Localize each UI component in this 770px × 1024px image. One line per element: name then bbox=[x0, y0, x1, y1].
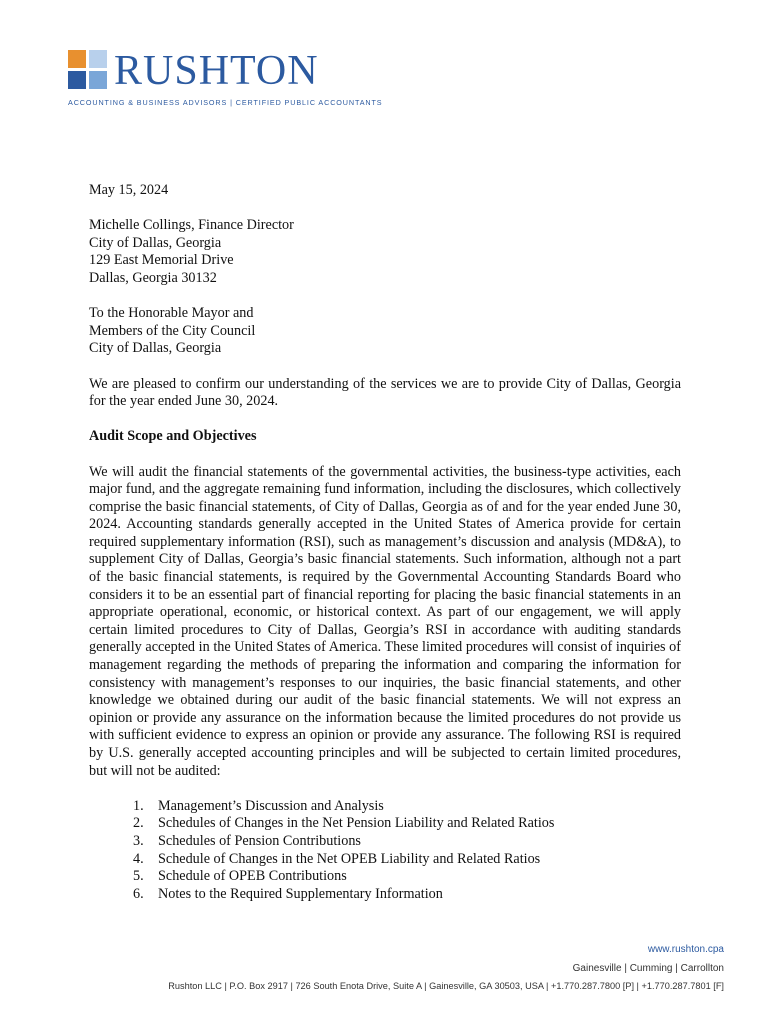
rsi-list bbox=[89, 798, 681, 904]
footer-address: Rushton LLC | P.O. Box 2917 | 726 South Enota Drive, Suite A | Gainesville, GA 30503, USA | +1.770.287.7800 [P] | +1.770.287.7801 [F] bbox=[168, 981, 724, 991]
list-item bbox=[133, 815, 681, 833]
logo-square-blue bbox=[68, 71, 86, 89]
company-logo bbox=[68, 48, 383, 110]
recipient-line: Dallas, Georgia 30132 bbox=[89, 269, 217, 286]
letter-date: May 15, 2024 bbox=[89, 182, 169, 198]
section-heading: Audit Scope and Objectives bbox=[89, 428, 257, 445]
list-text: Notes to the Required Supplementary Information bbox=[158, 885, 443, 902]
scope-paragraph: We will audit the financial statements of the governmental activities, the business-type activities, each major fund, and the aggregate remaining fund information, including the disclosures, which collectively comprise the basic financial statements, of City of Dallas, Georgia as of and for the year ended June 30, 2024. Accounting standards generally accepted in the United States of America provide for certain required supplementary information (RSI), such as management’s discussion and analysis (MD&A), to supplement City of Dallas, Georgia’s basic financial statements. Such information, although not a part of the basic financial statements, is required by the Governmental Accounting Standards Board who considers it to be an essential part of financial reporting for placing the basic financial statements in an appropriate operational, economic, or historical context. As part of our engagement, we will apply certain limited procedures to City of Dallas, Georgia’s RSI in accordance with auditing standards generally accepted in the United States of America. These limited procedures will consist of inquiries of management regarding the methods of preparing the information and comparing the information for consistency with management’s responses to our inquiries, the basic financial statements, and other knowledge we obtained during our audit of the basic financial statements. We will not express an opinion or provide any assurance on the information because the limited procedures do not provide us with sufficient evidence to express an opinion or provide any assurance. The following RSI is required by U.S. generally accepted accounting principles and will be subjected to certain limited procedures, but will not be audited: bbox=[89, 463, 681, 779]
recipient-line: Michelle Collings, Finance Director bbox=[89, 217, 294, 234]
list-number: 1. bbox=[133, 797, 144, 814]
intro-paragraph: We are pleased to confirm our understanding of the services we are to provide City of Dallas, Georgia for the year ended June 30, 2024. bbox=[89, 375, 681, 410]
recipient-line: City of Dallas, Georgia bbox=[89, 234, 222, 251]
list-text: Schedule of OPEB Contributions bbox=[158, 868, 347, 885]
salutation-block bbox=[89, 305, 681, 358]
list-number: 6. bbox=[133, 885, 144, 902]
list-number: 2. bbox=[133, 815, 144, 832]
salutation-line: City of Dallas, Georgia bbox=[89, 340, 222, 357]
list-number: 4. bbox=[133, 850, 144, 867]
recipient-address bbox=[89, 217, 681, 287]
logo-mark-icon bbox=[68, 50, 110, 92]
salutation-line: To the Honorable Mayor and bbox=[89, 305, 254, 322]
list-text: Schedules of Pension Contributions bbox=[158, 832, 361, 849]
list-text: Schedules of Changes in the Net Pension Liability and Related Ratios bbox=[158, 815, 555, 832]
letter-body bbox=[89, 182, 681, 903]
footer-website-link[interactable]: www.rushton.cpa bbox=[647, 944, 724, 955]
footer-cities: Gainesville | Cumming | Carrollton bbox=[572, 963, 724, 974]
list-text: Schedule of Changes in the Net OPEB Liability and Related Ratios bbox=[158, 850, 541, 867]
list-number: 3. bbox=[133, 832, 144, 849]
list-item bbox=[133, 851, 681, 869]
list-item bbox=[133, 833, 681, 851]
logo-square-light-blue bbox=[89, 71, 107, 89]
list-item bbox=[133, 868, 681, 886]
recipient-line: 129 East Memorial Drive bbox=[89, 252, 234, 269]
logo-square-orange bbox=[68, 50, 86, 68]
list-text: Management’s Discussion and Analysis bbox=[158, 797, 384, 814]
logo-wordmark: RUSHTON bbox=[114, 48, 319, 94]
list-item bbox=[133, 798, 681, 816]
logo-tagline: ACCOUNTING & BUSINESS ADVISORS | CERTIFIED PUBLIC ACCOUNTANTS bbox=[68, 98, 383, 107]
list-item bbox=[133, 886, 681, 904]
logo-square-pale-blue bbox=[89, 50, 107, 68]
salutation-line: Members of the City Council bbox=[89, 322, 256, 339]
list-number: 5. bbox=[133, 868, 144, 885]
